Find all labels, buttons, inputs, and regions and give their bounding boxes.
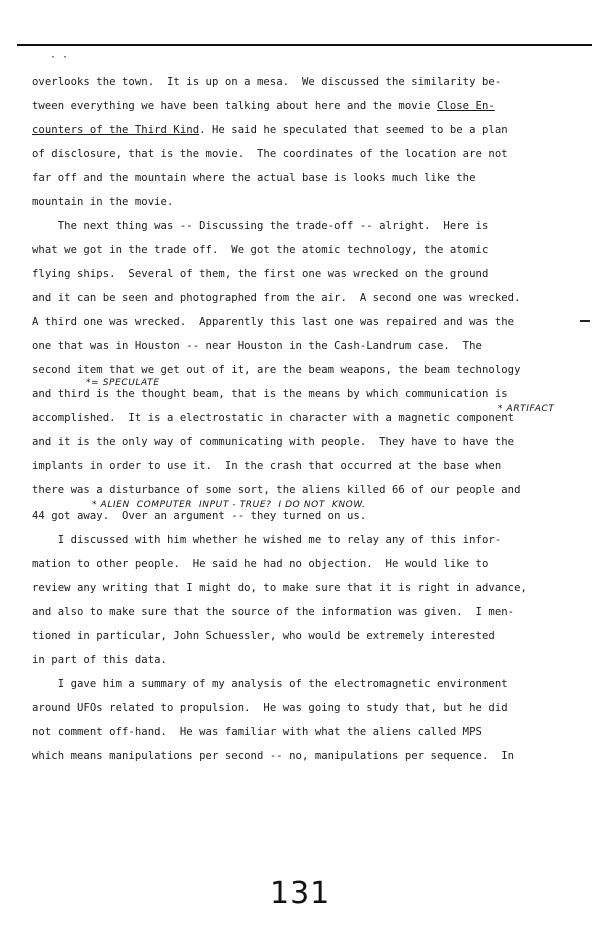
text-line: one that was in Houston -- near Houston in the Cash-Landrum case. The [32, 340, 482, 352]
text-line: of disclosure, that is the movie. The coordinates of the location are not [32, 148, 508, 160]
handwritten-annotation-alien-input: * ALIEN COMPUTER INPUT - TRUE? I DO NOT KNOW. [92, 500, 366, 510]
scan-specks: · · [50, 52, 69, 63]
text-line-part: tween everything we have been talking about here and the movie [32, 100, 437, 112]
text-line: and third is the thought beam, that is the means by which communication is [32, 388, 508, 400]
text-line: implants in order to use it. In the crash that occurred at the base when [32, 460, 502, 472]
text-line: second item that we get out of it, are the beam weapons, the beam technology [32, 364, 521, 376]
text-line: review any writing that I might do, to make sure that it is right in advance, [32, 582, 527, 594]
text-line: mountain in the movie. [32, 196, 174, 208]
movie-title-underlined: counters of the Third Kind [32, 124, 200, 136]
text-line: there was a disturbance of some sort, the aliens killed 66 of our people and [32, 484, 521, 496]
text-line: and it can be seen and photographed from the air. A second one was wrecked. [32, 292, 521, 304]
text-line-part: . He said he speculated that seemed to be a plan [199, 124, 508, 136]
text-line: in part of this data. [32, 654, 167, 666]
text-line: far off and the mountain where the actual base is looks much like the [32, 172, 476, 184]
text-line [32, 124, 508, 136]
handwritten-annotation-artifact: * ARTIFACT [498, 404, 555, 414]
text-line: A third one was wrecked. Apparently this last one was repaired and was the [32, 316, 515, 328]
text-line: overlooks the town. It is up on a mesa. We discussed the similarity be- [32, 76, 502, 88]
text-line: around UFOs related to propulsion. He was going to study that, but he did [32, 702, 508, 714]
text-line: I gave him a summary of my analysis of the electromagnetic environment [32, 678, 508, 690]
page-number: 131 [270, 876, 331, 911]
text-line: I discussed with him whether he wished me to relay any of this infor- [32, 534, 502, 546]
text-line: The next thing was -- Discussing the trade-off -- alright. Here is [32, 220, 489, 232]
text-line: and it is the only way of communicating with people. They have to have the [32, 436, 515, 448]
text-line: flying ships. Several of them, the first one was wrecked on the ground [32, 268, 489, 280]
text-line: tioned in particular, John Schuessler, who would be extremely interested [32, 630, 495, 642]
text-line: accomplished. It is a electrostatic in character with a magnetic component [32, 412, 515, 424]
text-line: 44 got away. Over an argument -- they turned on us. [32, 510, 367, 522]
text-line: what we got in the trade off. We got the atomic technology, the atomic [32, 244, 489, 256]
text-line: mation to other people. He said he had no objection. He would like to [32, 558, 489, 570]
text-line: which means manipulations per second -- no, manipulations per sequence. In [32, 750, 515, 762]
header-rule [17, 44, 592, 46]
margin-mark [580, 320, 590, 322]
movie-title-underlined: Close En- [436, 100, 495, 112]
text-line: and also to make sure that the source of the information was given. I men- [32, 606, 515, 618]
handwritten-annotation-speculate: *= SPECULATE [86, 378, 160, 388]
text-line [32, 100, 495, 112]
text-line: not comment off-hand. He was familiar with what the aliens called MPS [32, 726, 482, 738]
